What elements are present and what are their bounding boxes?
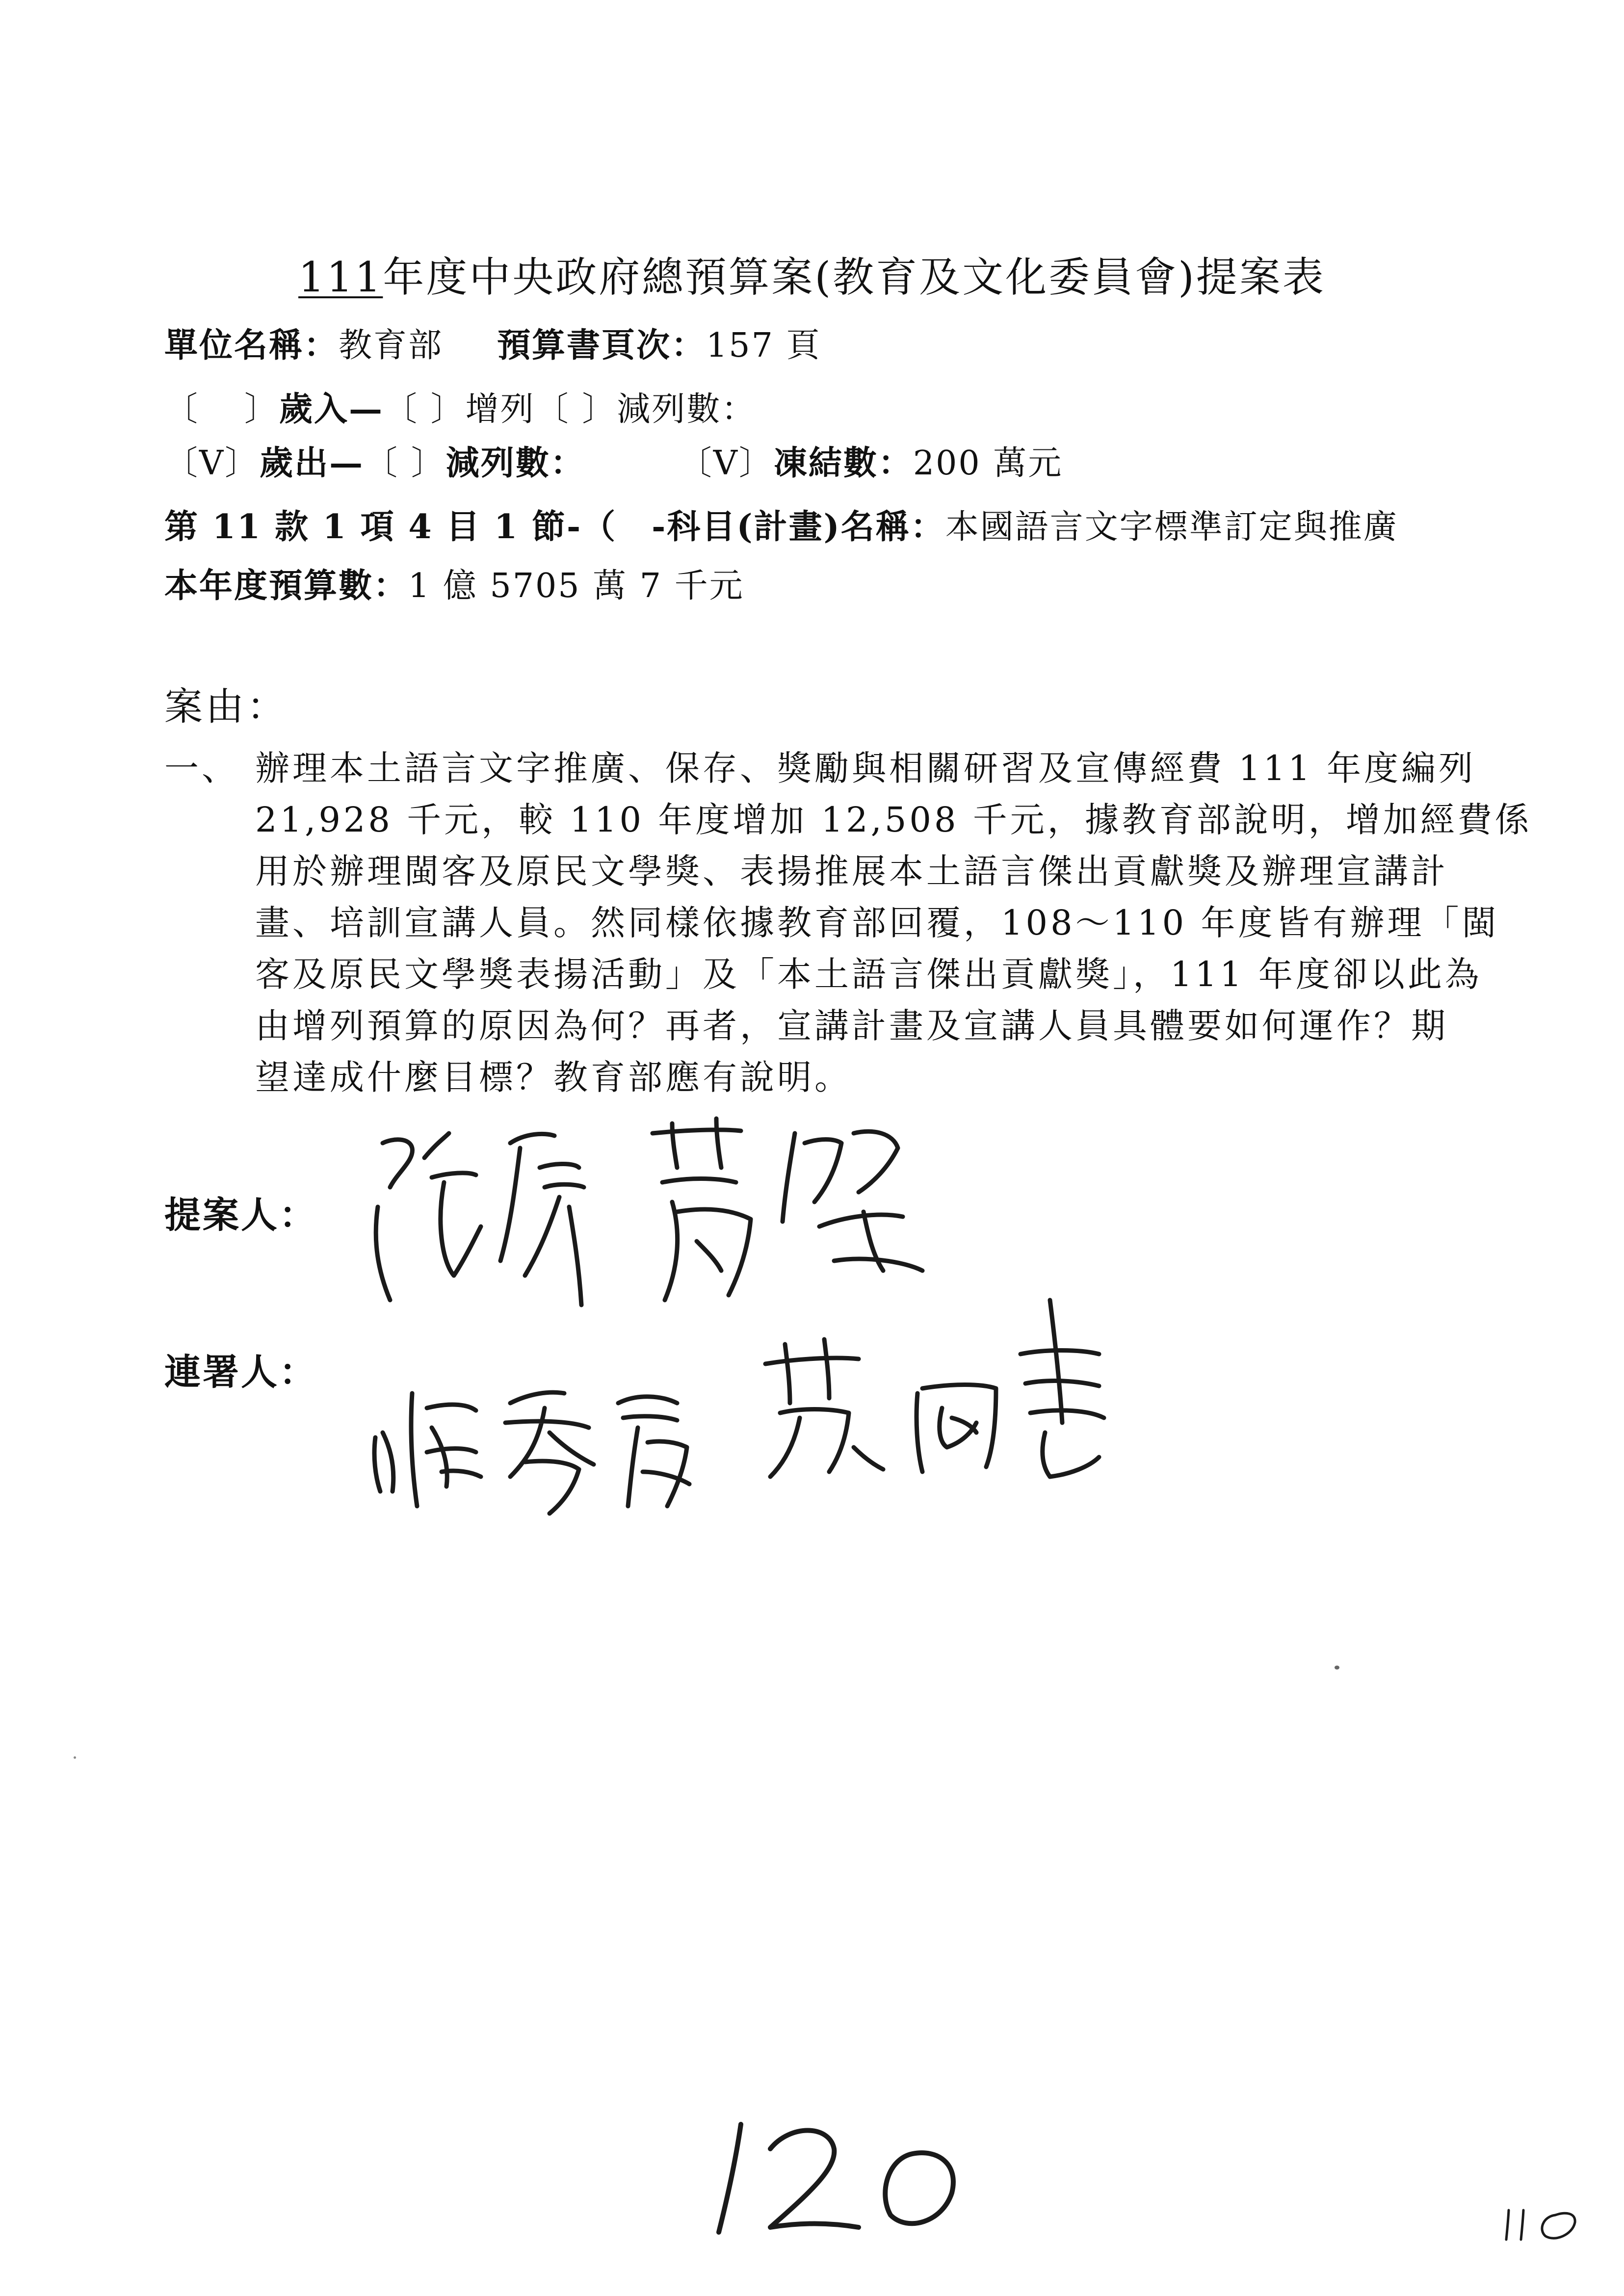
revenue-bracket-close: 〕 (244, 390, 280, 429)
expenditure-label: 歲出— (260, 444, 365, 483)
title-year: 111 (298, 253, 383, 301)
freeze-checkbox: 〔V〕 (678, 444, 774, 483)
expenditure-decrease-checkbox: 〔 〕 (364, 444, 446, 483)
reason-line: 21,928 千元，較 110 年度增加 12,508 千元，據教育部說明，增加經費係 (255, 800, 1532, 840)
proposer-label: 提案人： (164, 1194, 317, 1236)
expenditure-decrease-label: 減列數： (445, 444, 585, 483)
reason-line: 用於辦理閩客及原民文學獎、表揚推展本土語言傑出貢獻獎及辦理宣講計 (255, 851, 1448, 891)
unit-label: 單位名稱： (164, 326, 339, 365)
reason-item-number: 一、 (164, 748, 239, 788)
reason-line: 辦理本土語言文字推廣、保存、獎勵與相關研習及宣傳經費 111 年度編列 (255, 748, 1476, 788)
freeze-value: 200 萬元 (913, 444, 1063, 483)
reason-line: 畫、培訓宣講人員。然同樣依據教育部回覆，108～110 年度皆有辦理「閩 (255, 903, 1499, 943)
scan-speck (1335, 1666, 1339, 1670)
corner-page-number (1501, 2198, 1585, 2247)
revenue-decrease: 〔 〕減列數： (535, 390, 757, 429)
subject-label: 第 11 款 1 項 4 目 1 節-（ -科目(計畫)名稱： (164, 507, 945, 547)
subject-line (164, 500, 1398, 548)
handwritten-page-number (697, 2105, 971, 2252)
scan-speck (74, 1756, 76, 1759)
unit-line (164, 319, 821, 366)
cosigner-label: 連署人： (164, 1351, 317, 1393)
revenue-label: 歲入— (279, 390, 384, 429)
budget-page-value: 157 頁 (706, 326, 821, 365)
expenditure-line (164, 437, 1063, 484)
cosigner-signature-2 (756, 1285, 1119, 1491)
budget-label: 本年度預算數： (164, 566, 409, 605)
unit-value: 教育部 (339, 326, 444, 365)
budget-line (164, 559, 744, 607)
reason-heading: 案由： (164, 685, 288, 729)
revenue-increase: 〔 〕增列 (384, 390, 535, 429)
revenue-line (164, 383, 756, 430)
subject-value: 本國語言文字標準訂定與推廣 (945, 508, 1398, 547)
budget-page-label: 預算書頁次： (497, 326, 707, 365)
title-text: 年度中央政府總預算案(教育及文化委員會)提案表 (383, 253, 1326, 301)
budget-value: 1 億 5705 萬 7 千元 (408, 567, 744, 605)
document-title (0, 244, 1624, 304)
reason-line: 客及原民文學獎表揚活動」及「本土語言傑出貢獻獎」，111 年度卻以此為 (255, 954, 1482, 994)
cosigner-signature-1 (363, 1374, 697, 1521)
expenditure-checkbox: 〔V〕 (164, 444, 260, 483)
reason-line: 望達成什麼目標？教育部應有說明。 (255, 1057, 852, 1097)
freeze-label: 凍結數： (773, 444, 913, 483)
revenue-bracket-open: 〔 (164, 390, 200, 429)
reason-line: 由增列預算的原因為何？再者，宣講計畫及宣講人員具體要如何運作？期 (255, 1006, 1448, 1046)
